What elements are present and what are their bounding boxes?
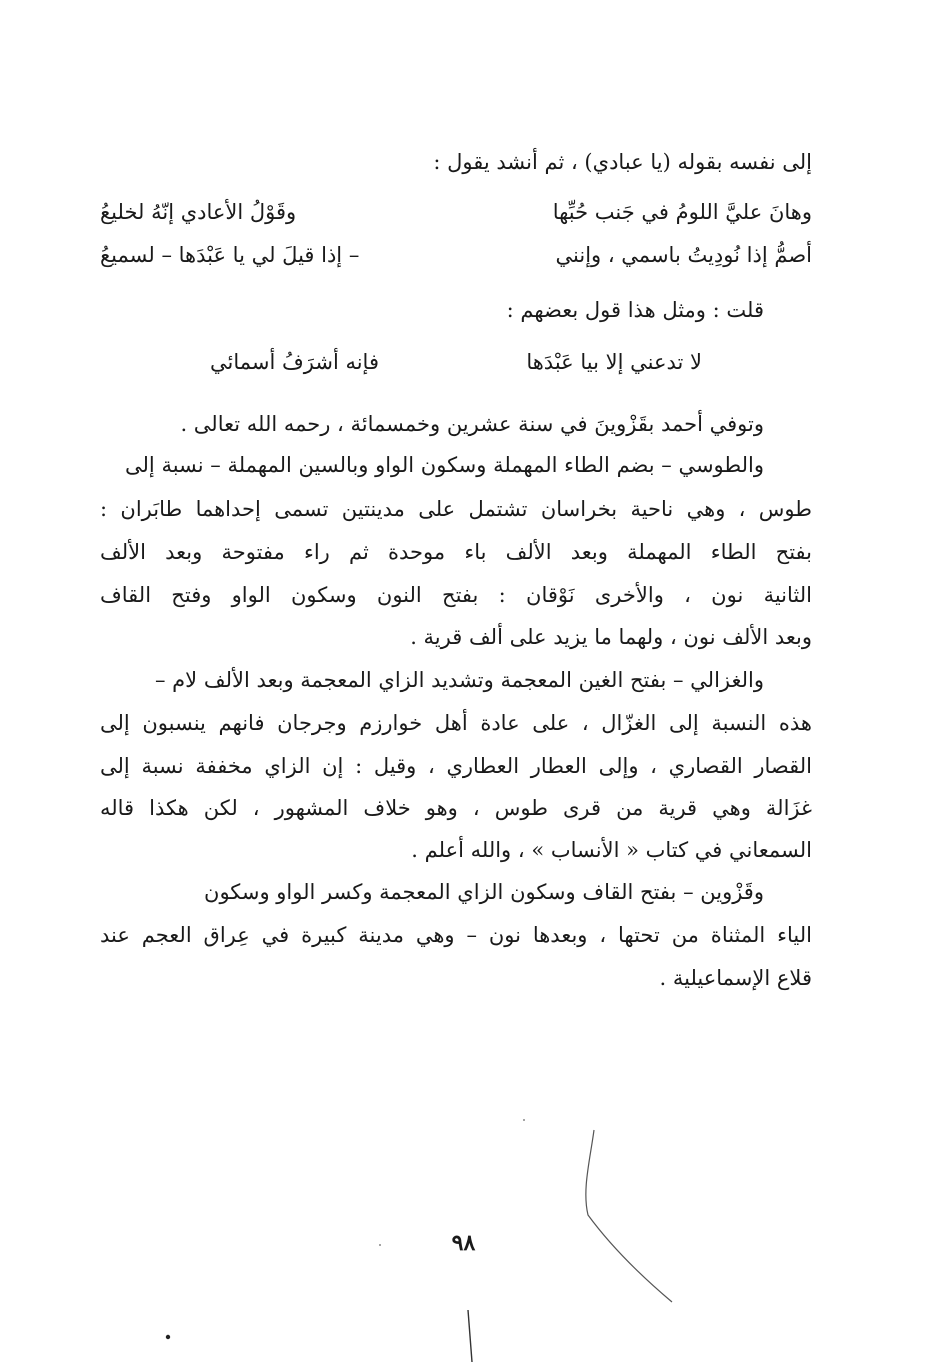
qultu-line: قلت : ومثل هذا قول بعضهم : [506, 298, 764, 322]
paragraph-line: القصار القصاري ، وإلى العطار العطاري ، وقيل : إن الزاي مخففة نسبة إلى [100, 754, 812, 778]
ink-dot [523, 1119, 525, 1121]
pencil-stroke [586, 1130, 672, 1302]
intro-line: إلى نفسه بقوله (يا عبادي) ، ثم أنشد يقول : [433, 150, 812, 174]
paragraph-line: بفتح الطاء المهملة وبعد الألف باء موحدة ثم راء مفتوحة وبعد الألف [100, 540, 812, 564]
paragraph-line: طوس ، وهي ناحية بخراسان تشتمل على مدينتين تسمى إحداهما طابَران : [100, 497, 812, 521]
verse-3 [100, 342, 812, 382]
paragraph-line: الياء المثناة من تحتها ، وبعدها نون – وهي مدينة كبيرة في عِراق العجم عند [100, 923, 812, 947]
verse-1 [100, 192, 812, 232]
paragraph-line: وتوفي أحمد بقَزْوينَ في سنة عشرين وخمسمائة ، رحمه الله تعالى . [180, 412, 764, 436]
ink-dot [166, 1335, 170, 1339]
page-number: ٩٨ [451, 1230, 476, 1256]
paragraph-line: السمعاني في كتاب « الأنساب » ، والله أعلم . [411, 838, 812, 862]
paragraph-line: والطوسي – بضم الطاء المهملة وسكون الواو وبالسين المهملة – نسبة إلى [125, 453, 764, 477]
verse-second-hemistich: فإنه أشرَفُ أسمائي [210, 350, 379, 374]
verse-2 [100, 235, 812, 275]
verse-first-hemistich: أصمُّ إذا نُودِيتُ باسمي ، وإنني [555, 243, 812, 267]
paragraph-line: هذه النسبة إلى الغزّال ، على عادة أهل خوارزم وجرجان فانهم ينسبون إلى [100, 711, 812, 735]
paragraph-line: وبعد الألف نون ، ولهما ما يزيد على ألف قرية . [410, 625, 812, 649]
verse-second-hemistich: – إذا قيلَ لي يا عَبْدَها – لسميعُ [100, 243, 360, 267]
pencil-stroke [468, 1310, 472, 1362]
paragraph-line: وقَزْوين – بفتح القاف وسكون الزاي المعجمة وكسر الواو وسكون [204, 880, 764, 904]
paragraph-line: والغزالي – بفتح الغين المعجمة وتشديد الزاي المعجمة وبعد الألف لام – [155, 668, 764, 692]
paragraph-line: قلاع الإسماعيلية . [659, 966, 812, 990]
verse-second-hemistich: وقَوْلُ الأعادي إنّهُ لخليعُ [100, 200, 297, 224]
verse-first-hemistich: لا تدعني إلا بيا عَبْدَها [526, 350, 702, 374]
paragraph-line: الثانية نون ، والأخرى نَوْقان : بفتح النون وسكون الواو وفتح القاف [100, 583, 812, 607]
verse-first-hemistich: وهانَ عليَّ اللومُ في جَنب حُبِّها [552, 200, 812, 224]
paragraph-line: غزَالة وهي قرية من قرى طوس ، وهو خلاف المشهور ، لكن هكذا قاله [100, 796, 812, 820]
